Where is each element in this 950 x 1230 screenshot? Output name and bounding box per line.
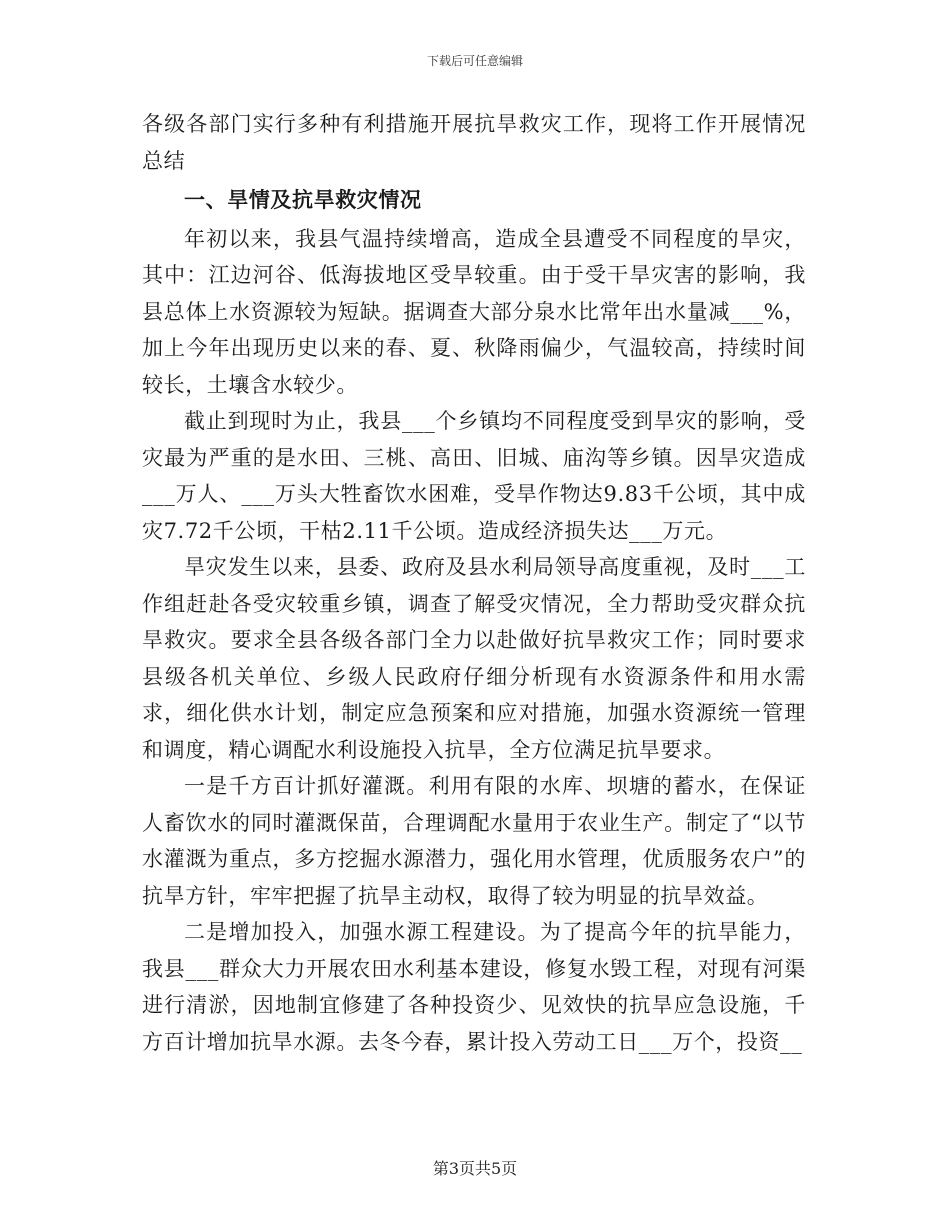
paragraph-government-response: 旱灾发生以来，县委、政府及县水利局领导高度重视，及时___工作组赶赴各受灾较重乡镇，调查了解受灾情况，全力帮助受灾群众抗旱救灾。要求全县各级各部门全力以赴做好抗旱救灾工作；同时要求县级各机关单位、乡级人民政府仔细分析现有水资源条件和用水需求，细化供水计划，制定应急预案和应对措施，加强水资源统一管理和调度，精心调配水利设施投入抗旱，全方位满足抗旱要求。	[142, 555, 806, 762]
paragraph-irrigation: 一是千方百计抓好灌溉。利用有限的水库、坝塘的蓄水，在保证人畜饮水的同时灌溉保苗，合理调配水量用于农业生产。制定了“以节水灌溉为重点，多方挖掘水源潜力，强化用水管理，优质服务农户”的抗旱方针，牢牢把握了抗旱主动权，取得了较为明显的抗旱效益。	[142, 774, 806, 908]
paragraph-intro: 各级各部门实行多种有利措施开展抗旱救灾工作，现将工作开展情况总结	[142, 112, 806, 173]
page-header-note: 下载后可任意编辑	[426, 54, 523, 68]
page-number: 第3页共5页	[432, 1159, 518, 1178]
document-body	[142, 106, 806, 1060]
paragraph-drought-overview: 年初以来，我县气温持续增高，造成全县遭受不同程度的旱灾，其中：江边河谷、低海拔地区受旱较重。由于受干旱灾害的影响，我县总体上水资源较为短缺。据调查大部分泉水比常年出水量减___%，加上今年出现历史以来的春、夏、秋降雨偏少，气温较高，持续时间较长，土壤含水较少。	[142, 226, 806, 397]
section-heading: 一、旱情及抗旱救灾情况	[184, 187, 422, 212]
paragraph-investment: 二是增加投入，加强水源工程建设。为了提高今年的抗旱能力，我县___群众大力开展农田水利基本建设，修复水毁工程，对现有河渠进行清淤，因地制宜修建了各种投资少、见效快的抗旱应急设施，千方百计增加抗旱水源。去冬今春，累计投入劳动工日___万个，投资__	[142, 920, 806, 1054]
paragraph-disaster-impact: 截止到现时为止，我县___个乡镇均不同程度受到旱灾的影响，受灾最为严重的是水田、三桃、高田、旧城、庙沟等乡镇。因旱灾造成___万人、___万头大牲畜饮水困难，受旱作物达9.83千公顷，其中成灾7.72千公顷，干枯2.11千公顷。造成经济损失达___万元。	[142, 409, 806, 543]
